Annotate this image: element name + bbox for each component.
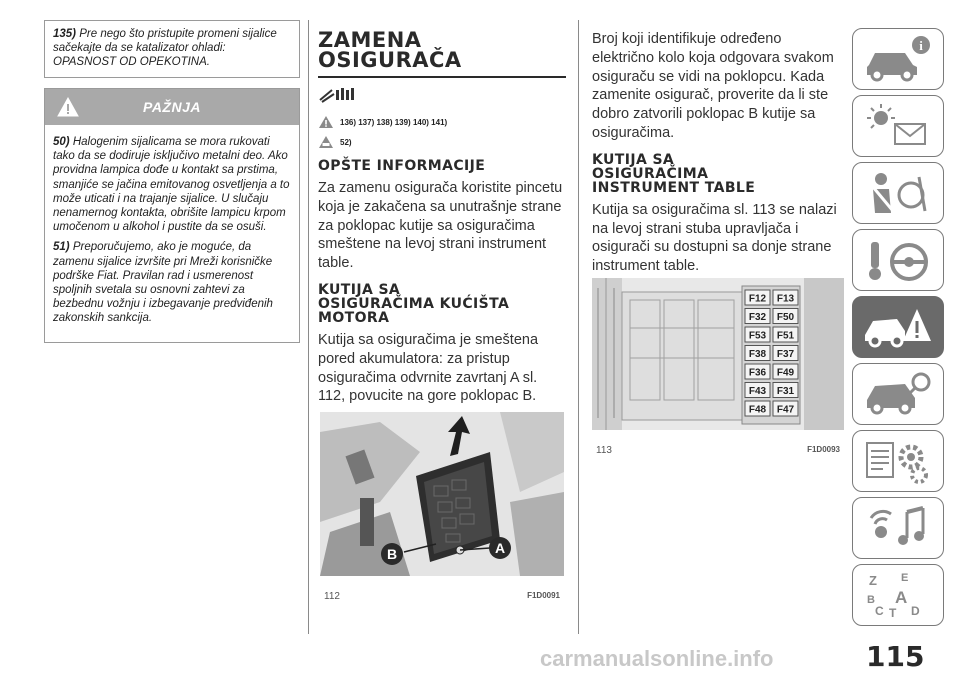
fuse-label: F48 <box>748 404 767 416</box>
caution-triangle-icon <box>318 135 334 149</box>
section-heading <box>318 283 566 325</box>
caution-header <box>45 89 299 125</box>
fuse-label: F49 <box>776 367 795 379</box>
figure-number: 113 <box>596 445 612 456</box>
fuse-label: F13 <box>776 293 795 305</box>
caution-references <box>318 135 566 149</box>
warning-reference-numbers: 136) 137) 138) 139) 140) 141) <box>340 117 448 127</box>
section-heading-line: KUTIJA SA <box>592 151 675 168</box>
fuse-label: F50 <box>776 312 795 323</box>
figure-code: F1D0093 <box>807 445 840 454</box>
note-135-number: 135) <box>53 28 77 40</box>
caution-item-51 <box>53 240 291 325</box>
index-letters-icon <box>861 569 935 621</box>
fuse-label: F37 <box>776 349 795 360</box>
section-heading-line: KUTIJA SA <box>318 281 401 298</box>
column-separator <box>308 20 309 634</box>
index-letter: D <box>911 604 920 618</box>
index-letter: E <box>901 572 909 584</box>
fuse-label: F43 <box>748 386 767 397</box>
page-title-line: ZAMENA <box>318 28 422 52</box>
svg-text:i: i <box>919 38 923 53</box>
caution-body <box>45 125 299 342</box>
caution-reference-numbers: 52) <box>340 137 352 147</box>
section-paragraph: Za zamenu osigurača koristite pincetu koja je zakačena sa unutrašnje strane za poklopac kutije sa osiguračima smeštene na levoj strani instrument table. <box>318 180 563 272</box>
fuse-label: F53 <box>748 330 767 342</box>
index-letter: C <box>875 604 884 618</box>
caution-item-text: Halogenim sijalicama se mora rukovati tako da se dodiruje isključivo metalni deo. Ako providna lampica dođe u kontakt sa prstima, smanjiće se jačina emitovanog osvetljenja a to može uticati i na trajanje sijalice. U slučaju nenamernog kontakta, obrišite lampicu krpom umočenom u alkohol i pustite da se osuši. <box>53 136 290 234</box>
right-column <box>592 30 846 276</box>
section-heading-line: MOTORA <box>318 309 390 326</box>
callout-label-a: A <box>494 540 506 556</box>
figure-112 <box>320 412 564 602</box>
warning-triangle-icon <box>57 97 79 117</box>
caution-item-text: Preporučujemo, ako je moguće, da zamenu sijalice izvršite pri Mreži korisničke podrške Fiat. Pravilan rad i usmerenost spoljnih svetala su osnovni zahtevi za bezbednu vožnju i izbegavanje predviđenih zakonskih sankcija. <box>53 241 273 325</box>
note-135-text: Pre nego što pristupite promeni sijalice sačekajte da se katalizator ohladi: OPASNOST OD OPEKOTINA. <box>53 28 277 68</box>
section-heading <box>592 153 846 195</box>
car-maintenance-icon <box>861 368 935 420</box>
tab-starting-driving[interactable] <box>852 229 944 291</box>
tab-emergency[interactable] <box>852 296 944 358</box>
page-title-line: OSIGURAČA <box>318 48 462 72</box>
multimedia-icon <box>861 502 935 554</box>
engine-fuse-box-illustration <box>320 412 564 576</box>
callout-label-b: B <box>386 546 398 562</box>
page-title <box>318 30 566 78</box>
fuse-label: F38 <box>748 349 767 360</box>
breakdown-emergency-icon <box>861 301 935 353</box>
lights-message-icon <box>861 100 935 152</box>
section-heading-line: OSIGURAČIMA KUĆIŠTA <box>318 295 510 312</box>
middle-column <box>318 30 566 406</box>
car-info-icon <box>861 33 935 85</box>
pincers-tool-icon <box>318 86 358 104</box>
section-heading-line: INSTRUMENT TABLE <box>592 179 756 196</box>
tab-index[interactable] <box>852 564 944 626</box>
index-letter: B <box>867 594 875 606</box>
figure-code: F1D0091 <box>527 591 560 600</box>
technical-gears-icon <box>861 435 935 487</box>
index-letter: Z <box>869 573 877 588</box>
tab-lights-messages[interactable] <box>852 95 944 157</box>
tab-car-info[interactable] <box>852 28 944 90</box>
index-letter: T <box>889 606 897 620</box>
fuse-label: F51 <box>776 330 795 342</box>
dashboard-fuse-box-illustration <box>592 278 844 430</box>
warning-references <box>318 115 566 129</box>
caution-item-number: 50) <box>53 136 70 148</box>
fuse-label: F32 <box>748 312 767 323</box>
section-heading: OPŠTE INFORMACIJE <box>318 158 486 174</box>
figure-113 <box>592 278 844 456</box>
tab-multimedia[interactable] <box>852 497 944 559</box>
page-number: 115 <box>866 640 925 673</box>
left-column <box>44 20 300 343</box>
section-paragraph: Kutija sa osiguračima je smeštena pored akumulatora: za pristup osiguračima odvrnite zavrtanj A sl. 112, povucite na gore poklopac B. <box>318 331 539 405</box>
fuse-label: F12 <box>748 293 767 305</box>
intro-paragraph: Broj koji identifikuje određeno električno kolo koja odgovara svakom osiguraču se vidi na poklopcu. Kada zamenite osigurač, proverite da li ste dobro zatvorili poklopac B kutije sa osiguračima. <box>592 31 834 141</box>
caution-item-50 <box>53 135 291 234</box>
warning-triangle-icon <box>318 115 334 129</box>
fuse-label: F31 <box>776 386 795 397</box>
caution-box <box>44 88 300 343</box>
section-heading-line: OSIGURAČIMA <box>592 165 709 182</box>
index-letter: A <box>895 588 908 607</box>
fuse-label: F47 <box>776 404 795 416</box>
fuse-label: F36 <box>748 367 767 379</box>
tab-maintenance[interactable] <box>852 363 944 425</box>
section-paragraph: Kutija sa osiguračima sl. 113 se nalazi na levoj strani stuba upravljača i osigurači su dostupni sa donje strane instrument table. <box>592 201 837 275</box>
watermark-text: carmanualsonline.info <box>540 646 774 671</box>
note-135 <box>44 20 300 78</box>
caution-item-number: 51) <box>53 241 70 254</box>
column-separator <box>578 20 579 634</box>
caution-title: PAŽNJA <box>143 99 201 115</box>
seatbelt-airbag-icon <box>861 167 935 219</box>
key-steering-wheel-icon <box>861 234 935 286</box>
figure-number: 112 <box>324 591 340 602</box>
tab-technical-data[interactable] <box>852 430 944 492</box>
chapter-tabs <box>852 28 944 631</box>
tab-safety[interactable] <box>852 162 944 224</box>
